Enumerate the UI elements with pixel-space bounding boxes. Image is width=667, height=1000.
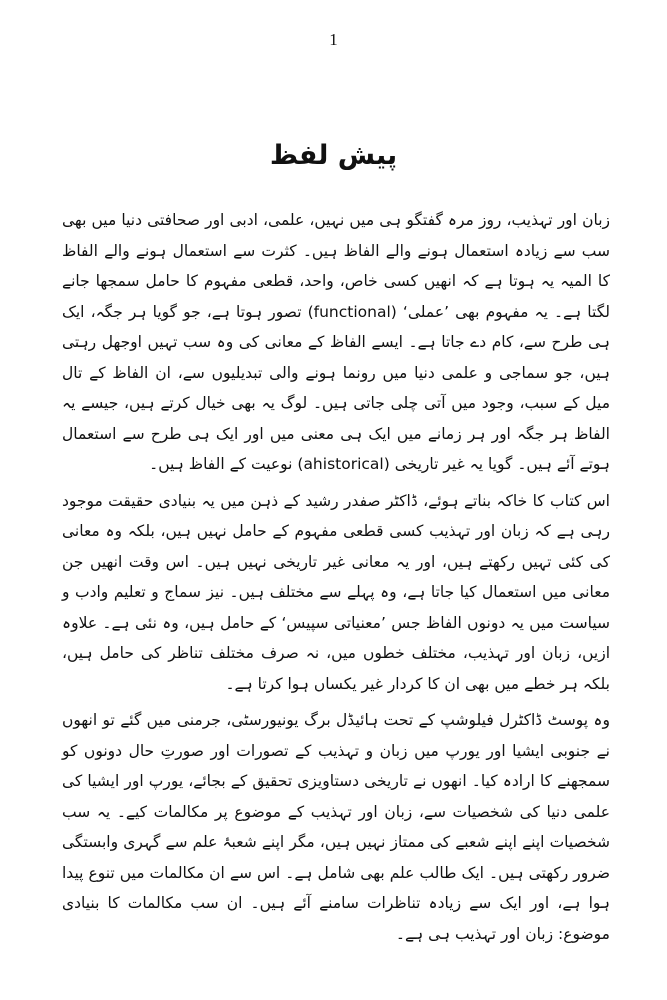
- body-text: [62, 205, 610, 949]
- page-title: پیش لفظ: [269, 140, 398, 171]
- paragraph-1: زبان اور تہذیب، روز مرہ گفتگو ہی میں نہیں، علمی، ادبی اور صحافتی دنیا میں بھی سب سے زیادہ استعمال ہونے والے الفاظ ہیں۔ کثرت سے استعمال ہونے والے الفاظ کا المیہ یہ ہوتا ہے کہ انھیں کسی خاص، واحد، قطعی مفہوم کا حامل سمجھا جانے لگتا ہے۔ یہ مفہوم بھی ’عملی‘ (functional) تصور ہوتا ہے، جو گویا ہر جگہ، ایک ہی طرح سے، کام دے جاتا ہے۔ ایسے الفاظ کے معانی کی وہ سب تہیں اوجھل رہتی ہیں، جو سماجی و علمی دنیا میں رونما ہونے والی تبدیلیوں سے، ان الفاظ کے تال میل کے سبب، وجود میں آتی چلی جاتی ہیں۔ لوگ یہ بھی خیال کرتے ہیں، جیسے یہ الفاظ ہر جگہ اور ہر زمانے میں ایک ہی معنی میں اور ایک ہی طرح سے استعمال ہوتے آئے ہیں۔ گویا یہ غیر تاریخی (ahistorical) نوعیت کے الفاظ ہیں۔: [62, 211, 610, 473]
- page-number: 1: [329, 30, 338, 49]
- paragraph-2: اس کتاب کا خاکہ بناتے ہوئے، ڈاکٹر صفدر رشید کے ذہن میں یہ بنیادی حقیقت موجود رہی ہے کہ زبان اور تہذیب کسی قطعی مفہوم کے حامل نہیں ہیں، بلکہ وہ معانی کی کئی تہیں رکھتے ہیں، اور یہ معانی غیر تاریخی نہیں ہیں۔ اس وقت انھیں جن معانی میں استعمال کیا جاتا ہے، وہ پہلے سے مختلف ہیں۔ نیز سماج و تعلیم وادب و سیاست میں یہ دونوں الفاظ جس ’معنیاتی سپیس‘ کے حامل ہیں، وہ نئی ہے۔ علاوہ ازیں، زبان اور تہذیب، مختلف خطوں میں، نہ صرف مختلف تناظر کی حامل ہیں، بلکہ ہر خطے میں بھی ان کا کردار غیر یکساں ہوا کرتا ہے۔: [62, 491, 610, 693]
- paragraph-3: وہ پوسٹ ڈاکٹرل فیلوشپ کے تحت ہائیڈل برگ یونیورسٹی، جرمنی میں گئے تو انھوں نے جنوبی ایشیا اور یورپ میں زبان و تہذیب کے تصورات اور صورتِ حال دونوں کو سمجھنے کا ارادہ کیا۔ انھوں نے تاریخی دستاویزی تحقیق کے بجائے، یورپ اور ایشیا کی علمی دنیا کی شخصیات سے، زبان اور تہذیب کے موضوع پر مکالمات کیے۔ یہ سب شخصیات اپنے اپنے شعبے کی ممتاز نہیں ہیں، مگر اپنے شعبۂ علم سے گہری وابستگی ضرور رکھتی ہیں۔ ایک طالب علم بھی شامل ہے۔ اس سے ان مکالمات میں تنوع پیدا ہوا ہے، اور ایک سے زیادہ تناظرات سامنے آئے ہیں۔ ان سب مکالمات کا بنیادی موضوع: زبان اور تہذیب ہی ہے۔: [62, 711, 610, 943]
